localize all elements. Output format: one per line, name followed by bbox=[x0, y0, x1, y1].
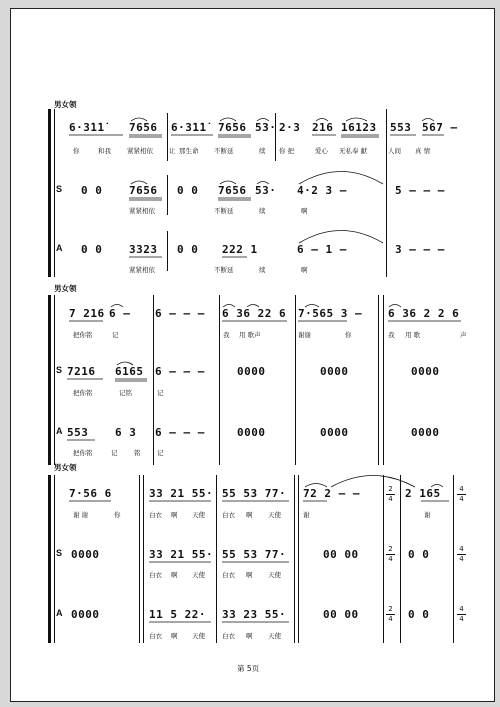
notes: 567 – bbox=[422, 121, 458, 134]
notes: 6 – 1 – bbox=[297, 243, 347, 256]
lyric: 续 bbox=[259, 266, 266, 274]
notes: 6 36 22 6 bbox=[222, 307, 287, 320]
notes: 7·56 6 bbox=[69, 487, 112, 500]
slur bbox=[305, 305, 319, 308]
voice-label-alto: A bbox=[56, 243, 63, 253]
lyric: 用 歌声 bbox=[239, 331, 261, 339]
voice-label-soprano: S bbox=[56, 184, 63, 194]
notes: 3 – – – bbox=[395, 243, 445, 256]
lyric: 把你铭 bbox=[73, 449, 93, 457]
lyric: 爱心 bbox=[315, 147, 328, 155]
notes: 55 53 77· bbox=[222, 548, 287, 561]
voice-label-soprano: S bbox=[56, 548, 63, 558]
slur bbox=[131, 181, 147, 184]
time-signature: 4 4 bbox=[457, 546, 466, 563]
lyric: 谢谢 bbox=[298, 331, 311, 339]
slur bbox=[111, 305, 123, 308]
tie bbox=[331, 476, 415, 488]
lyric: 你 把 bbox=[279, 147, 295, 155]
lyric: 天使 bbox=[192, 511, 205, 519]
notes: 00 00 bbox=[323, 548, 359, 561]
lyric: 天使 bbox=[268, 632, 281, 640]
lyric: 记 bbox=[157, 449, 164, 457]
notes: 7656 bbox=[129, 121, 158, 134]
notes: 7656 bbox=[218, 184, 247, 197]
lyric: 记 bbox=[111, 449, 118, 457]
notes: 222 1 bbox=[222, 243, 258, 256]
slur bbox=[346, 118, 367, 121]
tie bbox=[299, 172, 383, 185]
part-label: 男女领 bbox=[54, 463, 77, 472]
lyric: 啊 bbox=[301, 207, 308, 215]
lyric: 声 bbox=[460, 331, 467, 339]
slur bbox=[131, 118, 147, 121]
lyric: 我 bbox=[388, 331, 395, 339]
slur bbox=[305, 484, 327, 488]
slur bbox=[431, 485, 443, 488]
lyric: 谢 bbox=[303, 511, 310, 519]
notes: 6 3 bbox=[115, 426, 137, 439]
score-sheet bbox=[10, 8, 495, 702]
notes: 11 5 22· bbox=[149, 608, 206, 621]
time-signature: 4 4 bbox=[457, 486, 466, 503]
lyric: 那生命 bbox=[179, 147, 199, 155]
part-label: 男女领 bbox=[54, 100, 77, 109]
slur bbox=[220, 181, 236, 184]
time-signature: 2 4 bbox=[386, 606, 395, 623]
notes: 53· bbox=[255, 121, 277, 134]
lyric: 无私奉 献 bbox=[339, 147, 368, 155]
tie bbox=[299, 231, 383, 244]
notes: 7·565 3 – bbox=[298, 307, 363, 320]
lyric: 把你铭 bbox=[73, 389, 93, 397]
notes: 0000 bbox=[237, 426, 266, 439]
lyric: 谢 谢 bbox=[73, 511, 89, 519]
notes: 6 – bbox=[109, 307, 131, 320]
lyric: 我 bbox=[223, 331, 230, 339]
lyric: 你 bbox=[345, 331, 352, 339]
notes: 00 00 bbox=[323, 608, 359, 621]
notes: 6·3̇1̇1̇ bbox=[171, 121, 207, 134]
time-signature: 2 4 bbox=[386, 486, 395, 503]
part-label: 男女领 bbox=[54, 284, 77, 293]
lyric: 啊 bbox=[246, 632, 253, 640]
lyric: 白衣 bbox=[222, 632, 235, 640]
notes: 0000 bbox=[320, 365, 349, 378]
lyric: 天使 bbox=[268, 511, 281, 519]
lyric: 啊 bbox=[246, 571, 253, 579]
lyric: 紧紧相依 bbox=[129, 207, 155, 215]
lyric: 啊 bbox=[171, 511, 178, 519]
notes: 0000 bbox=[237, 365, 266, 378]
lyric: 记铭 bbox=[119, 389, 132, 397]
lyric: 用 歌 bbox=[405, 331, 421, 339]
notes: 6·3̇1̇1̇ bbox=[69, 121, 105, 134]
notes: 0 0 bbox=[408, 548, 430, 561]
page-number: 第 5页 bbox=[237, 664, 260, 673]
lyric: 啊 bbox=[171, 632, 178, 640]
lyric: 人间 bbox=[388, 147, 401, 155]
lyric: 让 bbox=[169, 147, 176, 155]
notes: 0000 bbox=[411, 426, 440, 439]
voice-label-alto: A bbox=[56, 608, 63, 618]
slur bbox=[422, 119, 434, 122]
notes: 0 0 bbox=[177, 243, 199, 256]
score-markings bbox=[11, 9, 494, 701]
notes: 53· bbox=[255, 184, 277, 197]
notes: 4·2 3 – bbox=[297, 184, 347, 197]
lyric: 白衣 bbox=[149, 511, 162, 519]
lyric: 啊 bbox=[171, 571, 178, 579]
time-signature: 2 4 bbox=[386, 546, 395, 563]
notes: 6 – – – bbox=[155, 426, 205, 439]
notes: 553 bbox=[67, 426, 89, 439]
lyric: 啊 bbox=[301, 266, 308, 274]
notes: 7656 bbox=[218, 121, 247, 134]
voice-label-alto: A bbox=[56, 426, 63, 436]
lyric: 你 bbox=[114, 511, 121, 519]
notes: 7216 bbox=[67, 365, 96, 378]
slur bbox=[389, 305, 401, 308]
notes: 16123 bbox=[341, 121, 377, 134]
notes: 3323 bbox=[129, 243, 158, 256]
lyric: 续 bbox=[259, 207, 266, 215]
notes: 33 23 55· bbox=[222, 608, 287, 621]
notes: 0000 bbox=[71, 608, 100, 621]
notes: 0000 bbox=[320, 426, 349, 439]
notes: 6165 bbox=[115, 365, 144, 378]
notes: 0 0 bbox=[408, 608, 430, 621]
lyric: 记 bbox=[157, 389, 164, 397]
lyric: 白衣 bbox=[222, 571, 235, 579]
notes: 5 – – – bbox=[395, 184, 445, 197]
notes: 7 216 bbox=[69, 307, 105, 320]
lyric: 和我 bbox=[98, 147, 111, 155]
notes: 0000 bbox=[411, 365, 440, 378]
lyric: 不断延 bbox=[214, 147, 234, 155]
notes: 33 21 55· bbox=[149, 487, 214, 500]
lyric: 你 bbox=[73, 147, 80, 155]
lyric: 紧紧相依 bbox=[127, 147, 153, 155]
slur bbox=[220, 118, 236, 121]
notes: 0 0 bbox=[81, 184, 103, 197]
lyric: 天使 bbox=[192, 632, 205, 640]
notes: 6 – – – bbox=[155, 365, 205, 378]
lyric: 谢 bbox=[424, 511, 431, 519]
lyric: 真 情 bbox=[415, 147, 431, 155]
lyric: 记 bbox=[112, 331, 119, 339]
notes: 553 bbox=[390, 121, 412, 134]
slur bbox=[316, 119, 328, 122]
lyric: 啊 bbox=[246, 511, 253, 519]
notes: 0000 bbox=[71, 548, 100, 561]
notes: 2·3 bbox=[279, 121, 301, 134]
notes: 6 – – – bbox=[155, 307, 205, 320]
notes: 72 2 – – bbox=[303, 487, 360, 500]
lyric: 不断延 bbox=[214, 207, 234, 215]
notes: 0 0 bbox=[81, 243, 103, 256]
lyric: 白衣 bbox=[222, 511, 235, 519]
voice-label-soprano: S bbox=[56, 365, 63, 375]
notes: 6 36 2 2 6 bbox=[388, 307, 460, 320]
notes: 216 bbox=[312, 121, 334, 134]
lyric: 把你铭 bbox=[73, 331, 93, 339]
lyric: 天使 bbox=[268, 571, 281, 579]
lyric: 紧紧相依 bbox=[129, 266, 155, 274]
slur bbox=[247, 305, 259, 308]
lyric: 铭 bbox=[134, 449, 141, 457]
slur bbox=[117, 362, 133, 365]
slur bbox=[257, 182, 269, 185]
lyric: 续 bbox=[259, 147, 266, 155]
time-signature: 4 4 bbox=[457, 606, 466, 623]
notes: 0 0 bbox=[177, 184, 199, 197]
lyric: 白衣 bbox=[149, 571, 162, 579]
notes: 55 53 77· bbox=[222, 487, 287, 500]
slur bbox=[257, 119, 269, 122]
notes: 2 165 bbox=[405, 487, 441, 500]
lyric: 不断延 bbox=[214, 266, 234, 274]
slur bbox=[223, 305, 235, 308]
notes: 7656 bbox=[129, 184, 158, 197]
notes: 33 21 55· bbox=[149, 548, 214, 561]
lyric: 天使 bbox=[192, 571, 205, 579]
lyric: 白衣 bbox=[149, 632, 162, 640]
